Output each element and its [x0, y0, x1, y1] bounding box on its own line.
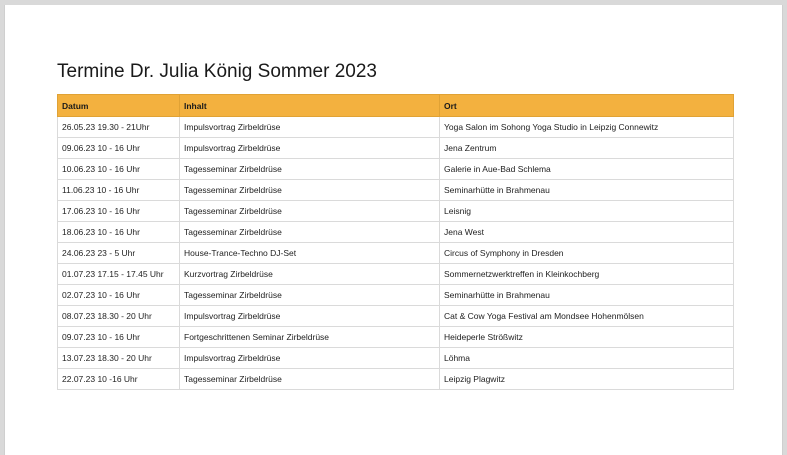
cell-datum: 13.07.23 18.30 - 20 Uhr: [58, 348, 180, 369]
cell-inhalt: Fortgeschrittenen Seminar Zirbeldrüse: [180, 327, 440, 348]
cell-ort: Jena West: [440, 222, 734, 243]
cell-inhalt: Tagesseminar Zirbeldrüse: [180, 222, 440, 243]
table-header-row: [58, 95, 734, 117]
cell-datum: 26.05.23 19.30 - 21Uhr: [58, 117, 180, 138]
cell-inhalt: Impulsvortrag Zirbeldrüse: [180, 117, 440, 138]
cell-ort: Heideperle Strößwitz: [440, 327, 734, 348]
column-header-datum: Datum: [58, 95, 180, 117]
cell-datum: 10.06.23 10 - 16 Uhr: [58, 159, 180, 180]
cell-datum: 24.06.23 23 - 5 Uhr: [58, 243, 180, 264]
table-row: [58, 369, 734, 390]
table-row: [58, 117, 734, 138]
cell-ort: Sommernetzwerktreffen in Kleinkochberg: [440, 264, 734, 285]
cell-inhalt: Impulsvortrag Zirbeldrüse: [180, 348, 440, 369]
cell-ort: Leipzig Plagwitz: [440, 369, 734, 390]
cell-inhalt: Kurzvortrag Zirbeldrüse: [180, 264, 440, 285]
table-row: [58, 327, 734, 348]
events-table: [57, 94, 734, 390]
table-row: [58, 222, 734, 243]
table-row: [58, 138, 734, 159]
cell-ort: Yoga Salon im Sohong Yoga Studio in Leipzig Connewitz: [440, 117, 734, 138]
cell-ort: Circus of Symphony in Dresden: [440, 243, 734, 264]
cell-inhalt: Impulsvortrag Zirbeldrüse: [180, 306, 440, 327]
cell-datum: 01.07.23 17.15 - 17.45 Uhr: [58, 264, 180, 285]
cell-inhalt: Tagesseminar Zirbeldrüse: [180, 159, 440, 180]
table-row: [58, 348, 734, 369]
cell-datum: 11.06.23 10 - 16 Uhr: [58, 180, 180, 201]
column-header-inhalt: Inhalt: [180, 95, 440, 117]
table-row: [58, 306, 734, 327]
table-row: [58, 264, 734, 285]
cell-datum: 02.07.23 10 - 16 Uhr: [58, 285, 180, 306]
cell-datum: 22.07.23 10 -16 Uhr: [58, 369, 180, 390]
cell-datum: 09.07.23 10 - 16 Uhr: [58, 327, 180, 348]
cell-datum: 17.06.23 10 - 16 Uhr: [58, 201, 180, 222]
table-row: [58, 201, 734, 222]
document-page: [4, 5, 783, 455]
table-row: [58, 180, 734, 201]
cell-ort: Leisnig: [440, 201, 734, 222]
cell-ort: Seminarhütte in Brahmenau: [440, 285, 734, 306]
table-row: [58, 243, 734, 264]
cell-inhalt: Tagesseminar Zirbeldrüse: [180, 369, 440, 390]
table-row: [58, 285, 734, 306]
column-header-ort: Ort: [440, 95, 734, 117]
cell-inhalt: Tagesseminar Zirbeldrüse: [180, 180, 440, 201]
cell-ort: Jena Zentrum: [440, 138, 734, 159]
cell-ort: Löhma: [440, 348, 734, 369]
cell-ort: Galerie in Aue-Bad Schlema: [440, 159, 734, 180]
cell-ort: Cat & Cow Yoga Festival am Mondsee Hohenmölsen: [440, 306, 734, 327]
cell-inhalt: House-Trance-Techno DJ-Set: [180, 243, 440, 264]
cell-ort: Seminarhütte in Brahmenau: [440, 180, 734, 201]
cell-datum: 18.06.23 10 - 16 Uhr: [58, 222, 180, 243]
cell-datum: 08.07.23 18.30 - 20 Uhr: [58, 306, 180, 327]
cell-inhalt: Tagesseminar Zirbeldrüse: [180, 285, 440, 306]
cell-inhalt: Impulsvortrag Zirbeldrüse: [180, 138, 440, 159]
page-title: Termine Dr. Julia König Sommer 2023: [57, 61, 377, 82]
cell-inhalt: Tagesseminar Zirbeldrüse: [180, 201, 440, 222]
cell-datum: 09.06.23 10 - 16 Uhr: [58, 138, 180, 159]
table-row: [58, 159, 734, 180]
